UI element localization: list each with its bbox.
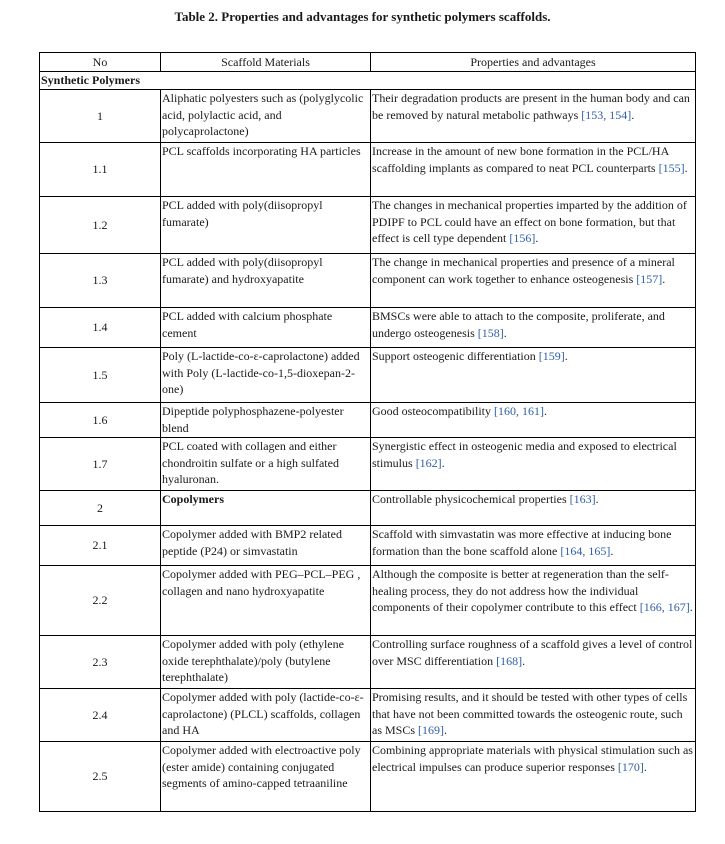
properties-cell bbox=[371, 742, 696, 812]
section-title: Synthetic Polymers bbox=[40, 72, 696, 90]
citation-link[interactable]: [169] bbox=[418, 723, 445, 737]
citation-link[interactable]: [166, 167] bbox=[639, 600, 690, 614]
scaffold-material: Copolymer added with BMP2 related peptide (P24) or simvastatin bbox=[161, 526, 371, 566]
header-no: No bbox=[40, 53, 161, 72]
citation-link[interactable]: [163] bbox=[569, 492, 596, 506]
table-row bbox=[40, 491, 696, 526]
citation-period: . bbox=[610, 543, 614, 558]
citation-link[interactable]: [155] bbox=[658, 160, 685, 175]
citation-period: . bbox=[684, 160, 688, 175]
row-number: 1 bbox=[40, 90, 161, 143]
table-row bbox=[40, 254, 696, 308]
properties-cell bbox=[371, 403, 696, 438]
scaffold-material: PCL coated with collagen and either chondroitin sulfate or a high sulfated hyaluronan. bbox=[161, 438, 371, 491]
scaffold-material: Copolymer added with PEG–PCL–PEG , collagen and nano hydroxyapatite bbox=[161, 566, 371, 636]
table-caption: Table 2. Properties and advantages for synthetic polymers scaffolds. bbox=[174, 9, 551, 24]
properties-text: Combining appropriate materials with physical stimulation such as electrical impulses can produce superior responses bbox=[372, 743, 693, 774]
properties-text: BMSCs were able to attach to the composite, proliferate, and undergo osteogenesis bbox=[372, 309, 665, 340]
scaffold-material: PCL added with calcium phosphate cement bbox=[161, 308, 371, 348]
citation-link[interactable]: [168] bbox=[496, 653, 523, 668]
row-number: 1.2 bbox=[40, 197, 161, 254]
scaffold-material: Dipeptide polyphosphazene-polyester blend bbox=[161, 403, 371, 438]
properties-text: Scaffold with simvastatin was more effective at inducing bone formation than the bone scaffold alone bbox=[372, 527, 672, 558]
table-row bbox=[40, 348, 696, 403]
citation-period: . bbox=[689, 600, 693, 614]
properties-cell bbox=[371, 143, 696, 197]
properties-text: Although the composite is better at regeneration than the self-healing process, they do not address how the individual components of their copolymer contribute to this effect bbox=[372, 567, 669, 614]
scaffold-material: Aliphatic polyesters such as (polyglycolic acid, polylactic acid, and polycaprolactone) bbox=[161, 90, 371, 143]
properties-text: Good osteocompatibility bbox=[372, 404, 494, 418]
properties-cell bbox=[371, 491, 696, 526]
citation-period: . bbox=[662, 271, 666, 286]
scaffold-material: Copolymers bbox=[161, 491, 371, 526]
table-row bbox=[40, 689, 696, 742]
citation-period: . bbox=[631, 107, 635, 122]
table-row bbox=[40, 636, 696, 689]
properties-text: Increase in the amount of new bone formation in the PCL/HA scaffolding implants as compared to neat PCL counterparts bbox=[372, 144, 669, 175]
table-row bbox=[40, 526, 696, 566]
properties-cell bbox=[371, 526, 696, 566]
scaffold-material: PCL scaffolds incorporating HA particles bbox=[161, 143, 371, 197]
row-number: 2.2 bbox=[40, 566, 161, 636]
row-number: 1.1 bbox=[40, 143, 161, 197]
properties-cell bbox=[371, 197, 696, 254]
properties-text: The changes in mechanical properties imparted by the addition of PDIPF to PCL could have an effect on bone formation, but that effect is cell type dependent bbox=[372, 198, 687, 245]
table-row bbox=[40, 438, 696, 491]
citation-link[interactable]: [153, 154] bbox=[581, 107, 632, 122]
citation-period: . bbox=[444, 723, 448, 737]
row-number: 2.4 bbox=[40, 689, 161, 742]
row-number: 2 bbox=[40, 491, 161, 526]
citation-link[interactable]: [160, 161] bbox=[494, 404, 544, 418]
row-number: 1.5 bbox=[40, 348, 161, 403]
properties-text: Their degradation products are present in the human body and can be removed by natural metabolic pathways bbox=[372, 91, 690, 122]
table-row bbox=[40, 197, 696, 254]
citation-link[interactable]: [170] bbox=[617, 759, 644, 774]
citation-period: . bbox=[441, 455, 445, 470]
row-number: 2.3 bbox=[40, 636, 161, 689]
citation-link[interactable]: [164, 165] bbox=[560, 543, 611, 558]
scaffold-material: Copolymer added with poly (lactide-co-ε-caprolactone) (PLCL) scaffolds, collagen and HA bbox=[161, 689, 371, 742]
table-row bbox=[40, 403, 696, 438]
table-row bbox=[40, 143, 696, 197]
table-row bbox=[40, 90, 696, 143]
citation-link[interactable]: [158] bbox=[477, 325, 504, 340]
properties-text: Support osteogenic differentiation bbox=[372, 349, 539, 363]
header-material: Scaffold Materials bbox=[161, 53, 371, 72]
properties-table bbox=[39, 52, 696, 812]
citation-period: . bbox=[595, 492, 599, 506]
scaffold-material: PCL added with poly(diisopropyl fumarate) and hydroxyapatite bbox=[161, 254, 371, 308]
citation-link[interactable]: [159] bbox=[538, 349, 565, 363]
citation-link[interactable]: [157] bbox=[636, 271, 663, 286]
properties-cell bbox=[371, 254, 696, 308]
properties-cell bbox=[371, 348, 696, 403]
citation-period: . bbox=[522, 653, 526, 668]
properties-cell bbox=[371, 438, 696, 491]
row-number: 1.3 bbox=[40, 254, 161, 308]
properties-cell bbox=[371, 566, 696, 636]
properties-cell bbox=[371, 636, 696, 689]
table-row bbox=[40, 566, 696, 636]
row-number: 2.5 bbox=[40, 742, 161, 812]
citation-link[interactable]: [162] bbox=[415, 455, 442, 470]
citation-period: . bbox=[535, 231, 539, 245]
citation-period: . bbox=[564, 349, 568, 363]
header-properties: Properties and advantages bbox=[371, 53, 696, 72]
row-number: 1.6 bbox=[40, 403, 161, 438]
citation-period: . bbox=[643, 759, 647, 774]
properties-cell bbox=[371, 90, 696, 143]
citation-period: . bbox=[503, 325, 507, 340]
scaffold-material: PCL added with poly(diisopropyl fumarate) bbox=[161, 197, 371, 254]
properties-text: The change in mechanical properties and presence of a mineral component can work together to enhance osteogenesis bbox=[372, 255, 675, 286]
properties-text: Controlling surface roughness of a scaffold gives a level of control over MSC differentiation bbox=[372, 637, 693, 668]
citation-link[interactable]: [156] bbox=[509, 231, 536, 245]
scaffold-material: Poly (L-lactide-co-ε-caprolactone) added with Poly (L-lactide-co-1,5-dioxepan-2-one) bbox=[161, 348, 371, 403]
properties-cell bbox=[371, 689, 696, 742]
scaffold-material: Copolymer added with electroactive poly (ester amide) containing conjugated segments of amino-capped tetraaniline bbox=[161, 742, 371, 812]
row-number: 1.4 bbox=[40, 308, 161, 348]
row-number: 2.1 bbox=[40, 526, 161, 566]
properties-text: Controllable physicochemical properties bbox=[372, 492, 570, 506]
properties-text: Promising results, and it should be tested with other types of cells that have not been committed towards the osteogenic route, such as MSCs bbox=[372, 690, 688, 737]
properties-cell bbox=[371, 308, 696, 348]
header-row bbox=[40, 53, 696, 72]
table-row bbox=[40, 308, 696, 348]
row-number: 1.7 bbox=[40, 438, 161, 491]
properties-text: Synergistic effect in osteogenic media and exposed to electrical stimulus bbox=[372, 439, 677, 470]
table-row bbox=[40, 742, 696, 812]
scaffold-material: Copolymer added with poly (ethylene oxide terephthalate)/poly (butylene terephthalate) bbox=[161, 636, 371, 689]
section-row bbox=[40, 72, 696, 90]
citation-period: . bbox=[544, 404, 547, 418]
